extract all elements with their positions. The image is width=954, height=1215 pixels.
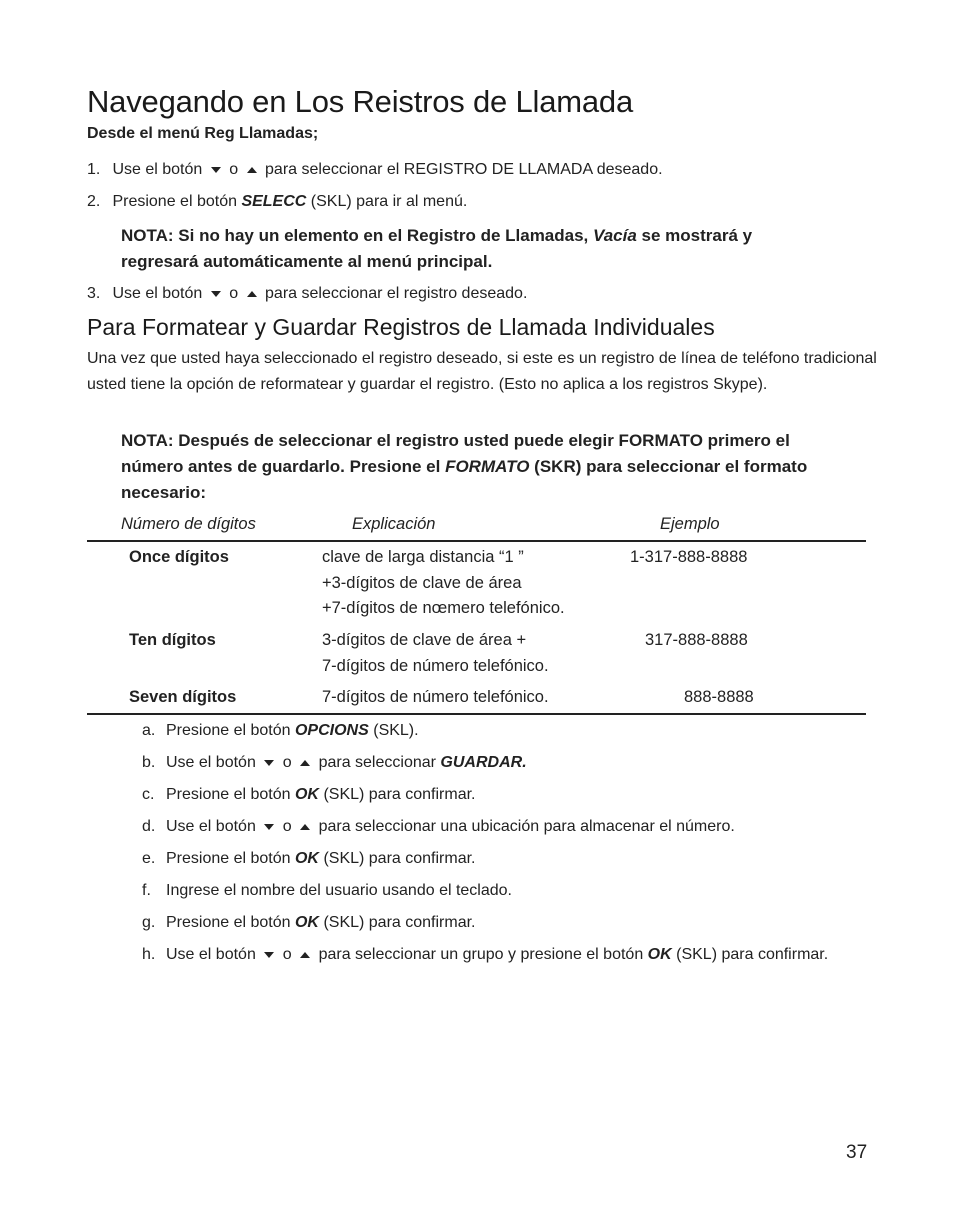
table-row-explanation: 7-dígitos de número telefónico. (322, 688, 549, 706)
note-format: NOTA: Después de seleccionar el registro usted puede elegir FORMATO primero el número antes de guardarlo. Presione el FORMATO (SKR) para seleccionar el formato necesario: (121, 431, 808, 502)
ok-button-label: OK (294, 850, 319, 867)
table-header-digits: Número de dígitos (121, 515, 256, 533)
arrow-up-icon (300, 952, 310, 958)
substep-b: b. Use el botón o para seleccionar GUARDAR. (142, 754, 527, 771)
table-row-name: Once dígitos (129, 548, 229, 566)
table-header-example: Ejemplo (660, 515, 720, 533)
table-row-name: Seven dígitos (129, 688, 237, 706)
substep-a: a. Presione el botón OPCIONS (SKL). (142, 722, 419, 739)
substep-g: g. Presione el botón OK (SKL) para confirmar. (142, 914, 476, 931)
arrow-down-icon (211, 167, 221, 173)
substep-d: d. Use el botón o para seleccionar una ubicación para almacenar el número. (142, 818, 735, 835)
table-row-example: 317-888-8888 (645, 631, 748, 649)
arrow-up-icon (247, 291, 257, 297)
arrow-up-icon (247, 167, 257, 173)
table-row-name: Ten dígitos (129, 631, 216, 649)
table-header-explanation: Explicación (352, 515, 436, 533)
subtitle: Desde el menú Reg Llamadas; (87, 125, 319, 142)
ok-button-label: OK (294, 914, 319, 931)
selecc-button-label: SELECC (241, 193, 307, 210)
arrow-down-icon (264, 824, 274, 830)
arrow-down-icon (264, 760, 274, 766)
step-2: 2. Presione el botón SELECC (SKL) para ir al menú. (87, 193, 468, 210)
note-empty-log: NOTA: Si no hay un elemento en el Registro de Llamadas, Vacía se mostrará y regresará automáticamente al menú principal. (121, 226, 753, 271)
section-heading: Para Formatear y Guardar Registros de Llamada Individuales (87, 314, 715, 340)
arrow-down-icon (264, 952, 274, 958)
section-paragraph: Una vez que usted haya seleccionado el registro deseado, si este es un registro de línea de teléfono tradicional usted tiene la opción de reformatear y guardar el registro. (Esto no aplica a los registros Skype). (87, 350, 877, 393)
substep-e: e. Presione el botón OK (SKL) para confirmar. (142, 850, 476, 867)
arrow-down-icon (211, 291, 221, 297)
opcions-button-label: OPCIONS (294, 722, 369, 739)
substep-f: f. Ingrese el nombre del usuario usando el teclado. (142, 882, 512, 899)
step-1: 1. Use el botón o para seleccionar el REGISTRO DE LLAMADA deseado. (87, 161, 663, 178)
table-row-example: 1-317-888-8888 (630, 548, 748, 566)
table-row-example: 888-8888 (684, 688, 754, 706)
arrow-up-icon (300, 824, 310, 830)
guardar-button-label: GUARDAR. (440, 754, 527, 771)
substep-c: c. Presione el botón OK (SKL) para confirmar. (142, 786, 476, 803)
table-row-explanation: clave de larga distancia “1 ” +3-dígitos de clave de área +7-dígitos de nœmero telefónico. (322, 548, 565, 617)
ok-button-label: OK (294, 786, 319, 803)
table-bottom-rule (87, 713, 866, 715)
arrow-up-icon (300, 760, 310, 766)
ok-button-label: OK (647, 946, 672, 963)
table-row-explanation: 3-dígitos de clave de área + 7-dígitos de número telefónico. (322, 631, 549, 675)
substep-h: h. Use el botón o para seleccionar un grupo y presione el botón OK (SKL) para confirmar. (142, 946, 829, 963)
step-3: 3. Use el botón o para seleccionar el registro deseado. (87, 285, 528, 302)
table-top-rule (87, 540, 866, 542)
page-number: 37 (846, 1142, 868, 1163)
page-title: Navegando en Los Reistros de Llamada (87, 84, 633, 119)
